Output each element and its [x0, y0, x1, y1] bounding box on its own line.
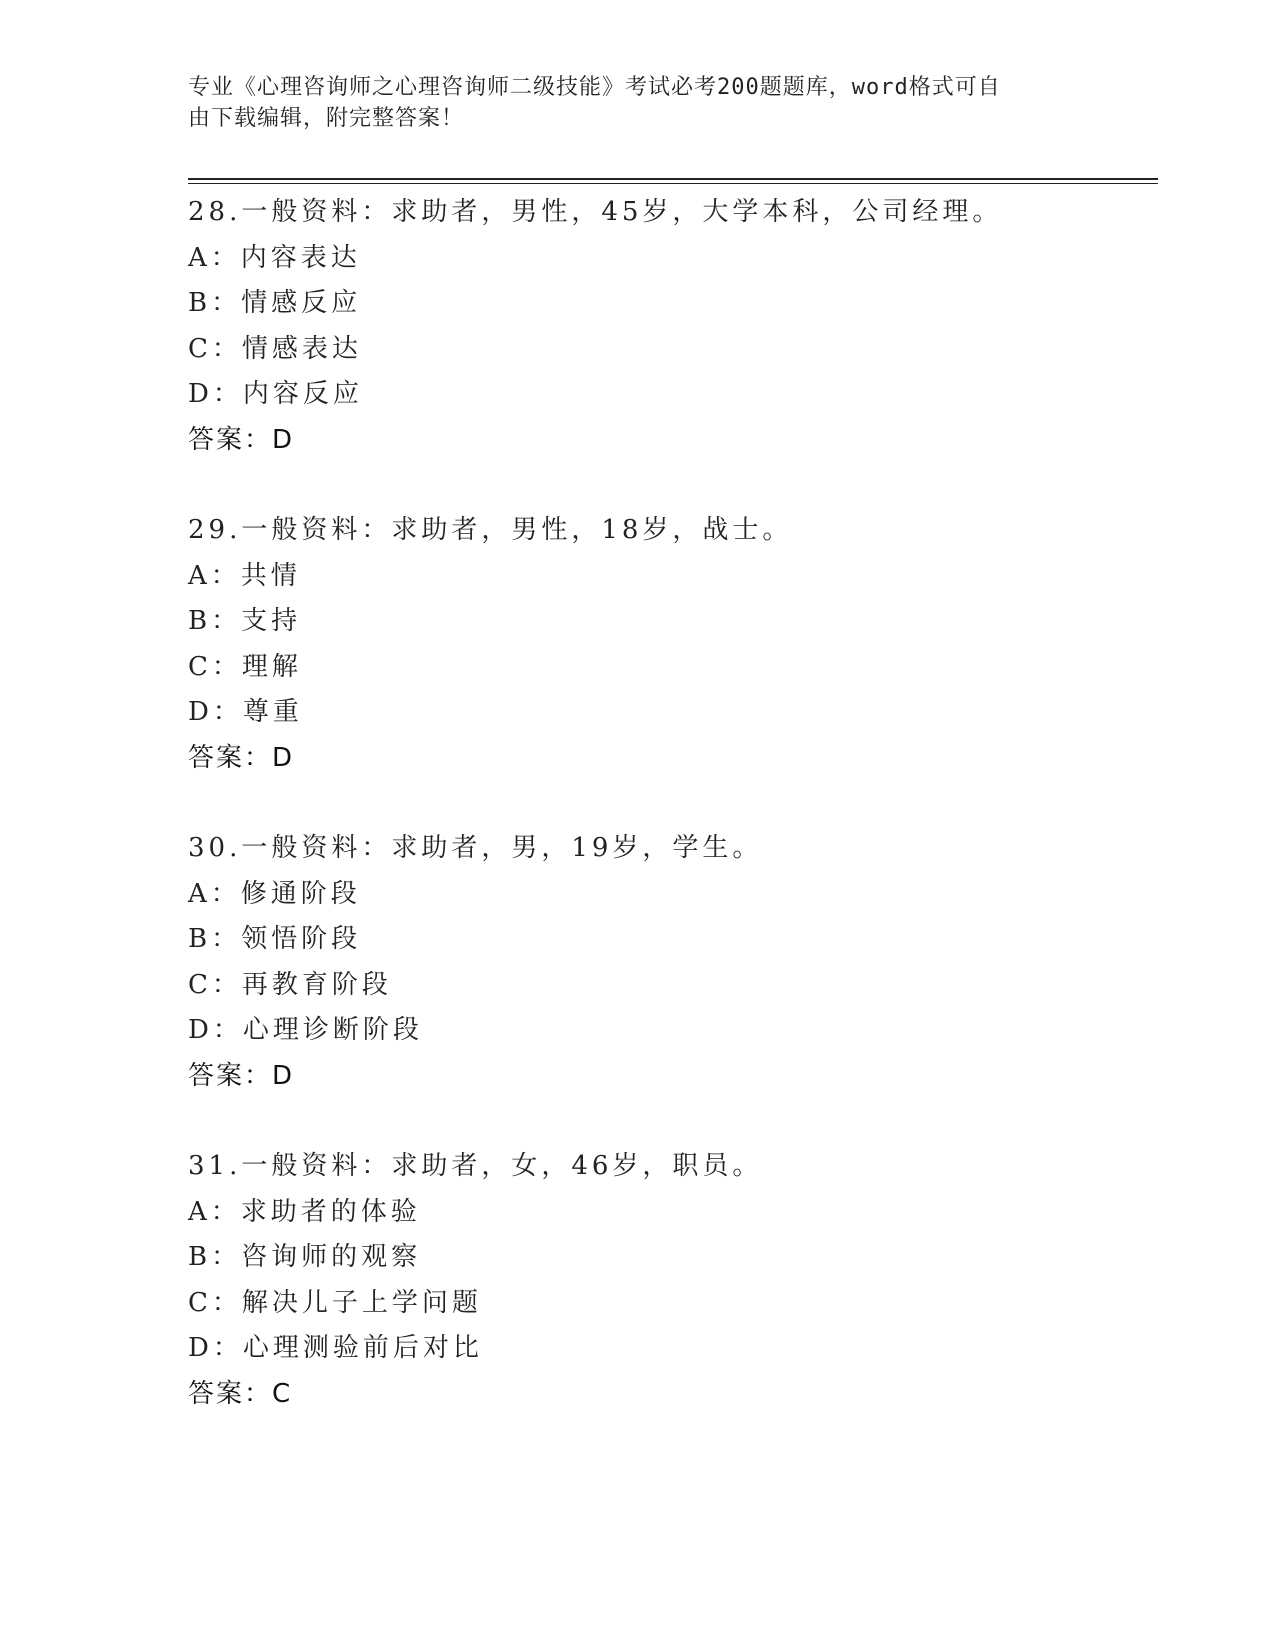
option-b: B：支持: [188, 606, 302, 636]
option-a: A：内容表达: [188, 242, 361, 273]
option-d: D：心理测验前后对比: [188, 1333, 483, 1363]
header-divider-thin: [188, 183, 1158, 184]
header-line-1: 专业《心理咨询师之心理咨询师二级技能》考试必考200题题库，word格式可自: [188, 75, 1001, 100]
option-b: B：咨询师的观察: [188, 1242, 422, 1272]
question-31: [188, 1144, 1148, 1417]
answer: 答案：C: [188, 1378, 293, 1409]
answer: 答案：D: [188, 742, 295, 773]
question-29: [188, 508, 1148, 781]
option-c: C：理解: [188, 651, 302, 682]
document-header: [188, 72, 1068, 134]
question-stem: 31.一般资料：求助者，女，46岁，职员。: [188, 1151, 763, 1181]
option-b: B：情感反应: [188, 288, 362, 318]
option-d: D：心理诊断阶段: [188, 1015, 423, 1045]
header-divider: [188, 178, 1158, 180]
option-a: A：共情: [188, 560, 301, 591]
answer: 答案：D: [188, 424, 295, 455]
option-a: A：求助者的体验: [188, 1196, 421, 1227]
header-line-2: 由下载编辑，附完整答案！: [188, 106, 465, 131]
option-d: D：内容反应: [188, 379, 363, 409]
question-list: [188, 190, 1148, 1417]
option-c: C：再教育阶段: [188, 969, 392, 1000]
question-stem: 29.一般资料：求助者，男性，18岁，战士。: [188, 515, 793, 545]
option-b: B：领悟阶段: [188, 924, 362, 954]
option-c: C：解决儿子上学问题: [188, 1287, 482, 1318]
question-30: [188, 826, 1148, 1099]
question-stem: 30.一般资料：求助者，男，19岁，学生。: [188, 833, 763, 863]
question-stem: 28.一般资料：求助者，男性，45岁，大学本科，公司经理。: [188, 197, 1003, 227]
option-c: C：情感表达: [188, 333, 362, 364]
option-d: D：尊重: [188, 697, 303, 727]
option-a: A：修通阶段: [188, 878, 361, 909]
answer: 答案：D: [188, 1060, 295, 1091]
question-28: [188, 190, 1148, 463]
